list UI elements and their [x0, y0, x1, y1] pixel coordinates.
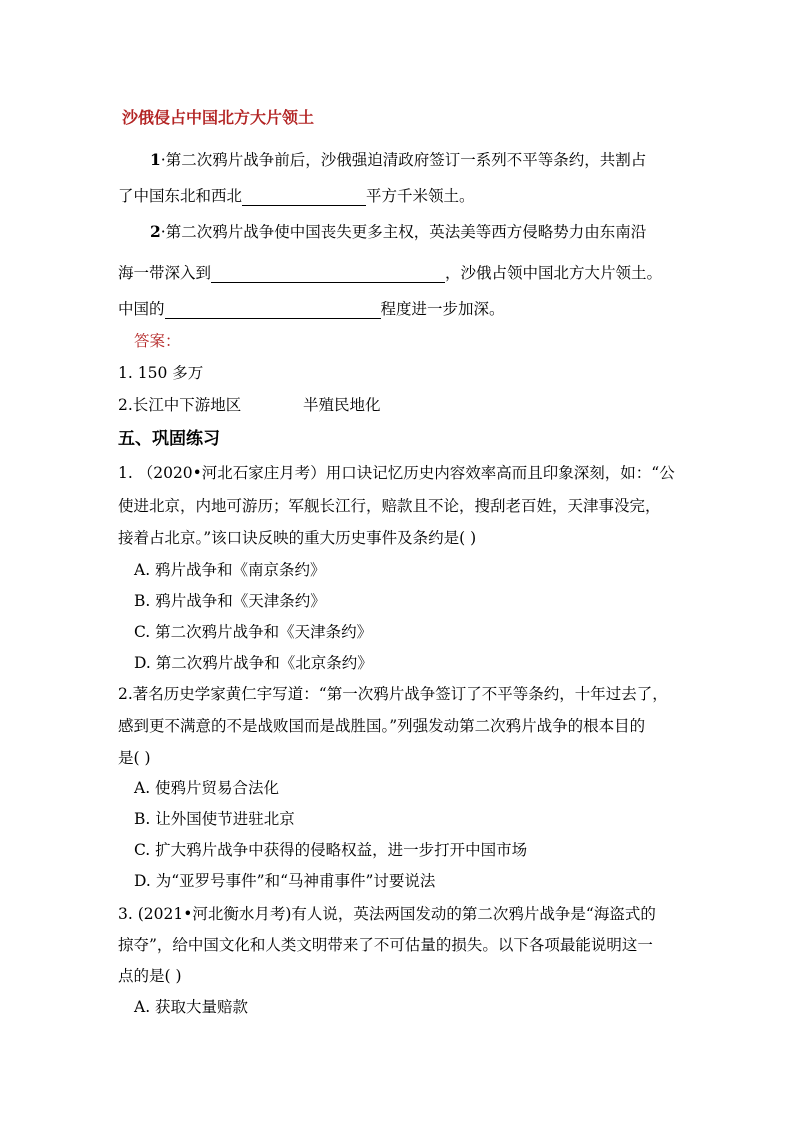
question-1-line1: 1. （2020•河北石家庄月考）用口诀记忆历史内容效率高而且印象深刻，如：“公 [118, 464, 675, 482]
question-2-option-d[interactable]: D. 为“亚罗号事件”和“马神甫事件”讨要说法 [134, 872, 436, 890]
question-2-option-b[interactable]: B. 让外国使节进驻北京 [134, 810, 295, 828]
fill-in-q2-text-after: 程度进一步加深。 [380, 300, 505, 318]
fill-in-q2-text-before: 海一带深入到 [118, 264, 212, 282]
question-1-line2: 使进北京，内地可游历；军舰长江行，赔款且不论，搜刮老百姓，天津事没完， [118, 497, 661, 515]
answer-2-left: 2.长江中下游地区 [118, 396, 242, 414]
question-3-line3: 点的是( ) [118, 967, 182, 985]
answer-blank[interactable] [165, 302, 381, 319]
answer-blank[interactable] [242, 189, 366, 206]
question-3-line1: 3. (2021•河北衡水月考)有人说，英法两国发动的第二次鸦片战争是“海盗式的 [118, 905, 656, 923]
question-1-line3: 接着占北京。”该口诀反映的重大历史事件及条约是( ) [118, 529, 477, 547]
fill-in-q2-number: 2 [150, 222, 161, 241]
fill-in-q1-text-before: 了中国东北和西北 [118, 187, 243, 205]
fill-in-q2-line1 [150, 222, 646, 242]
question-3-line2: 掠夺”，给中国文化和人类文明带来了不可估量的损失。以下各项最能说明这一 [118, 936, 653, 954]
fill-in-q2-text-before: 中国的 [118, 300, 165, 318]
fill-in-q1-line1 [150, 150, 646, 170]
question-2-line3: 是( ) [118, 749, 151, 767]
question-2-option-a[interactable]: A. 使鸦片贸易合法化 [134, 779, 280, 797]
section-title: 五、巩固练习 [118, 429, 220, 449]
answer-1: 1. 150 多万 [118, 364, 204, 382]
fill-in-q1-text-after: 平方千米领土。 [366, 187, 475, 205]
question-2-line1: 2.著名历史学家黄仁宇写道：“第一次鸦片战争签订了不平等条约，十年过去了， [118, 685, 668, 703]
section-heading: 沙俄侵占中国北方大片领土 [122, 108, 315, 127]
question-2-option-c[interactable]: C. 扩大鸦片战争中获得的侵略权益，进一步打开中国市场 [134, 841, 528, 859]
answers-label: 答案： [134, 332, 181, 350]
answer-2-right: 半殖民地化 [303, 396, 381, 414]
question-1-option-d[interactable]: D. 第二次鸦片战争和《北京条约》 [134, 654, 373, 672]
answer-blank[interactable] [211, 266, 445, 283]
fill-in-q1-line2 [118, 186, 475, 206]
question-3-option-a[interactable]: A. 获取大量赔款 [134, 998, 249, 1016]
fill-in-q2-line2 [118, 263, 662, 283]
fill-in-q1-number: 1 [150, 150, 161, 169]
fill-in-q2-text-after: ，沙俄占领中国北方大片领土。 [445, 264, 663, 282]
question-1-option-a[interactable]: A. 鸦片战争和《南京条约》 [134, 561, 326, 579]
fill-in-q1-text: ·第二次鸦片战争前后，沙俄强迫清政府签订一系列不平等条约，共割占 [160, 151, 647, 169]
fill-in-q2-text: ·第二次鸦片战争使中国丧失更多主权，英法美等西方侵略势力由东南沿 [160, 223, 647, 241]
question-1-option-c[interactable]: C. 第二次鸦片战争和《天津条约》 [134, 623, 373, 641]
fill-in-q2-line3 [118, 299, 505, 319]
question-1-option-b[interactable]: B. 鸦片战争和《天津条约》 [134, 592, 326, 610]
question-2-line2: 感到更不满意的不是战败国而是战胜国。”列强发动第二次鸦片战争的根本目的 [118, 717, 646, 735]
